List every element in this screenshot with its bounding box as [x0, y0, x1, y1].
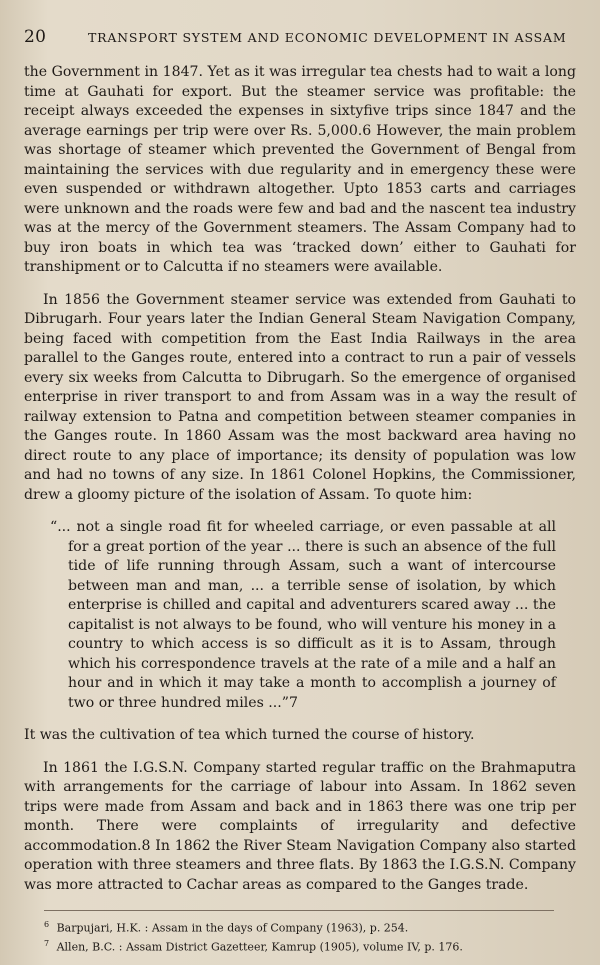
- footnote-number: 7: [44, 938, 50, 948]
- footnote-text: Barpujari, H.K. : Assam in the days of Company (1963), p. 254.: [56, 921, 409, 935]
- block-quote: “... not a single road fit for wheeled carriage, or even passable at all for a great portion of the year ... there is such an absence of the full tide of life running through Assam, such a want of intercourse between man and man, ... a terrible sense of isolation, by which enterprise is chilled and capital and adventurers scared away ... the capitalist is not always to be found, who will venture his money in a country to which access is so difficult as it is to Assam, through which his correspondence travels at the rate of a mile and a half an hour and in which it may take a month to accomplish a journey of two or three hundred miles ...”7: [50, 519, 556, 711]
- footnote-text: Allen, B.C. : Assam District Gazetteer, Kamrup (1905), volume IV, p. 176.: [56, 940, 463, 954]
- paragraph-1: the Government in 1847. Yet as it was irregular tea chests had to wait a long time at Gauhati for export. But the steamer service was profitable: the receipt always exceeded the expenses in sixtyfive trips since 1847 and the average earnings per trip were over Rs. 5,000.6 However, the main problem was shortage of steamer which prevented the Government of Bengal from maintaining the services with due regularity and in emergency these were even suspended or withdrawn altogether. Upto 1853 carts and carriages were unknown and the roads were few and bad and the nascent tea industry was at the mercy of the Government steamers. The Assam Company had to buy iron boats in which tea was ‘tracked down’ either to Gauhati for transhipment or to Calcutta if no steamers were available.: [24, 64, 576, 275]
- footnote-7: [44, 936, 554, 955]
- footnote-number: 6: [44, 920, 50, 929]
- paragraph-3: It was the cultivation of tea which turned the course of history.: [24, 727, 475, 743]
- page-header: [24, 25, 570, 49]
- page-number: 20: [24, 27, 47, 47]
- paragraph-4: In 1861 the I.G.S.N. Company started regular traffic on the Brahmaputra with arrangements for the carriage of labour into Assam. In 1862 seven trips were made from Assam and back and in 1863 there was one trip per month. There were complaints of irregularity and defective accommodation.8 In 1862 the River Steam Navigation Company also started operation with three steamers and three flats. By 1863 the I.G.S.N. Company was more attracted to Cachar areas as compared to the Ganges trade.: [24, 759, 576, 893]
- footnotes: [44, 910, 554, 954]
- paragraph-2: In 1856 the Government steamer service was extended from Gauhati to Dibrugarh. Four years later the Indian General Steam Navigation Company, being faced with competition from the East India Railways in the area parallel to the Ganges route, entered into a contract to run a pair of vessels every six weeks from Calcutta to Dibrugarh. So the emergence of organised enterprise in river transport to and from Assam was in a way the result of railway extension to Patna and competition between steamer companies in the Ganges route. In 1860 Assam was the most backward area having no direct route to any place of importance; its density of population was low and had no towns of any size. In 1861 Colonel Hopkins, the Commissioner, drew a gloomy picture of the isolation of Assam. To quote him:: [24, 291, 576, 503]
- footnote-6: [44, 917, 554, 936]
- running-title: TRANSPORT SYSTEM AND ECONOMIC DEVELOPMENT IN ASSAM: [88, 29, 567, 45]
- body-text: [24, 63, 576, 895]
